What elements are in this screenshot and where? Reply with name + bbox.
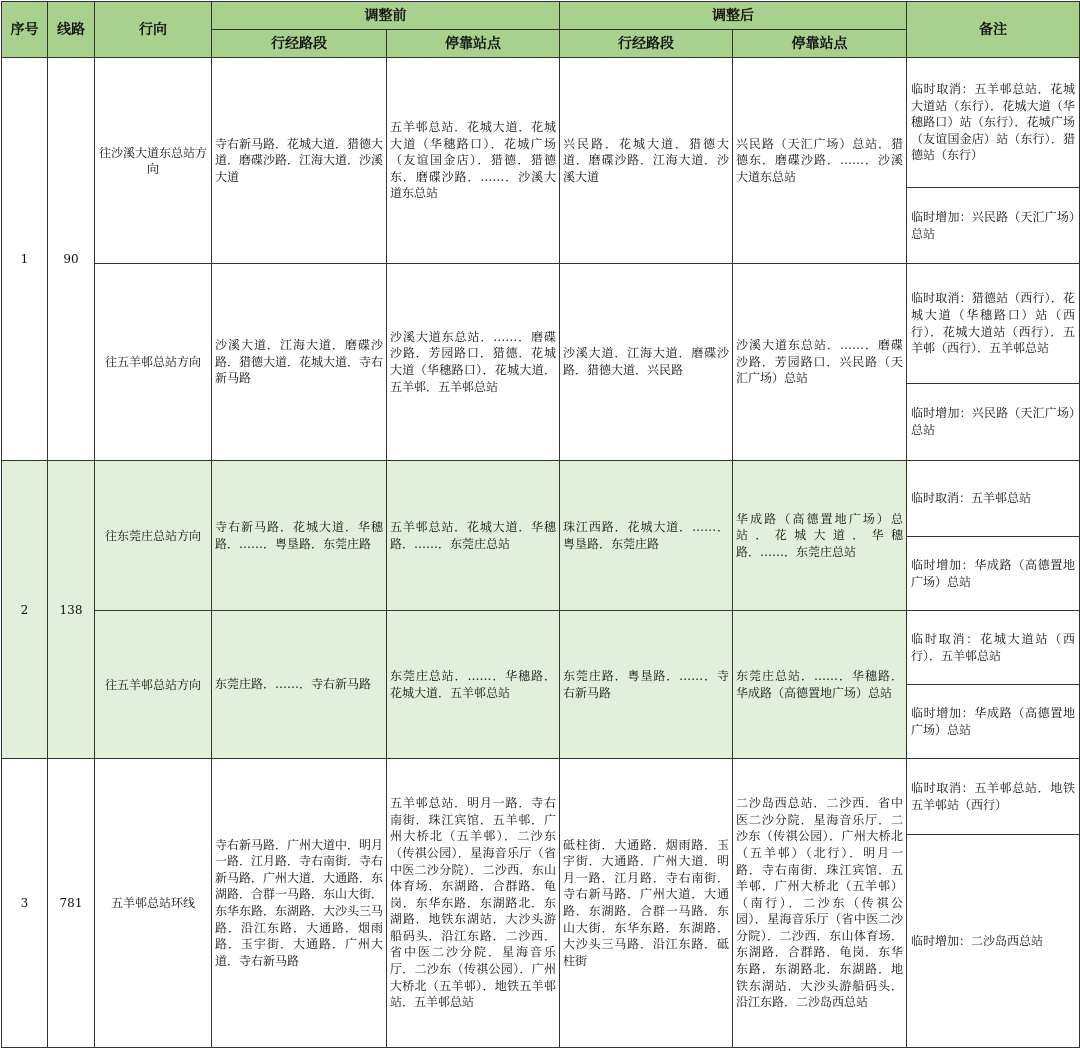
header-line: 线路 [48, 2, 95, 58]
table-row [2, 264, 1080, 384]
remark-cancel-cell: 临时取消：花城大道站（西行）．五羊邨总站 [907, 611, 1080, 685]
before-route-cell: 东莞庄路．……．寺右新马路 [212, 611, 387, 759]
remark-add-cell: 临时增加：华成路（高德置地广场）总站 [907, 685, 1080, 759]
header-before-stops: 停靠站点 [387, 30, 560, 58]
after-route-cell: 东莞庄路．粤垦路．……．寺右新马路 [560, 611, 733, 759]
direction-cell: 往东莞庄总站方向 [95, 461, 212, 611]
adjustment-table-container [1, 1, 1079, 1055]
before-route-cell: 寺右新马路．花城大道．猎德大道．磨碟沙路．江海大道．沙溪大道 [212, 58, 387, 264]
route-adjustment-table [1, 1, 1080, 1048]
direction-cell: 五羊邨总站环线 [95, 759, 212, 1048]
remark-add-cell: 临时增加：华成路（高德置地广场）总站 [907, 537, 1080, 611]
after-stops-cell: 沙溪大道东总站．……．磨碟沙路．芳园路口．兴民路（天汇广场）总站 [733, 264, 907, 461]
direction-cell: 往五羊邨总站方向 [95, 611, 212, 759]
before-stops-cell: 五羊邨总站．明月一路．寺右南街．珠江宾馆．五羊邨．广州大桥北（五羊邨）．二沙东（传祺公园）．星海音乐厅（省中医二沙分院）．二沙西．东山体育场．东湖路．合群路．龟岗．东华东路．东湖路北．东湖路．地铁东湖站．大沙头游船码头．沿江东路．二沙西．省中医二沙分院．星海音乐厅．二沙东（传祺公园）．广州大桥北（五羊邨）．地铁五羊邨站．五羊邨总站 [387, 759, 560, 1048]
after-stops-cell: 二沙岛西总站．二沙西．省中医二沙分院．星海音乐厅．二沙东（传祺公园）．广州大桥北（五羊邨）（北行）．明月一路．寺右南街．珠江宾馆．五羊邨．广州大桥北（五羊邨）（南行）．二沙东（传祺公园）．星海音乐厅（省中医二沙分院）．二沙西．东山体育场．东湖路．合群路．龟岗．东华东路．东湖路北．东湖路．地铁东湖站．大沙头游船码头．沿江东路．二沙岛西总站 [733, 759, 907, 1048]
before-stops-cell: 沙溪大道东总站．……．磨碟沙路．芳园路口．猎德．花城大道（华穗路口）．花城大道．五羊邨．五羊邨总站 [387, 264, 560, 461]
seq-cell: 3 [2, 759, 48, 1048]
header-row-top [2, 2, 1080, 30]
remark-cancel-cell: 临时取消：猎德站（西行）．花城大道（华穗路口）站（西行）．花城大道站（西行）．五羊邨（西行）．五羊邨总站 [907, 264, 1080, 384]
before-stops-cell: 五羊邨总站．花城大道．花城大道（华穗路口）．花城广场（友谊国金店）．猎德．猎德东．磨碟沙路．……．沙溪大道东总站 [387, 58, 560, 264]
seq-cell: 1 [2, 58, 48, 461]
header-before-route: 行经路段 [212, 30, 387, 58]
header-before: 调整前 [212, 2, 560, 30]
header-after-stops: 停靠站点 [733, 30, 907, 58]
before-stops-cell: 东莞庄总站．……．华穗路．花城大道．五羊邨总站 [387, 611, 560, 759]
table-row [2, 611, 1080, 685]
remark-cancel-cell: 临时取消：五羊邨总站．花城大道站（东行）．花城大道（华穗路口）站（东行）．花城广场（友谊国金店）站（东行）．猎德站（东行） [907, 58, 1080, 188]
before-route-cell: 沙溪大道．江海大道．磨碟沙路．猎德大道．花城大道．寺右新马路 [212, 264, 387, 461]
direction-cell: 往沙溪大道东总站方向 [95, 58, 212, 264]
after-route-cell: 沙溪大道．江海大道．磨碟沙路．猎德大道．兴民路 [560, 264, 733, 461]
remark-add-cell: 临时增加：二沙岛西总站 [907, 835, 1080, 1048]
line-cell: 90 [48, 58, 95, 461]
after-stops-cell: 兴民路（天汇广场）总站．猎德东．磨碟沙路．……．沙溪大道东总站 [733, 58, 907, 264]
before-route-cell: 寺右新马路．花城大道．华穗路．……．粤垦路．东莞庄路 [212, 461, 387, 611]
table-row [2, 58, 1080, 188]
remark-add-cell: 临时增加：兴民路（天汇广场）总站 [907, 188, 1080, 264]
table-row [2, 461, 1080, 537]
header-remarks: 备注 [907, 2, 1080, 58]
header-seq: 序号 [2, 2, 48, 58]
after-route-cell: 兴民路．花城大道．猎德大道．磨碟沙路．江海大道．沙溪大道 [560, 58, 733, 264]
after-stops-cell: 东莞庄总站．……．华穗路．华成路（高德置地广场）总站 [733, 611, 907, 759]
header-after-route: 行经路段 [560, 30, 733, 58]
table-row [2, 759, 1080, 835]
line-cell: 138 [48, 461, 95, 759]
after-stops-cell: 华成路（高德置地广场）总站．花城大道．华穗路．……．东莞庄总站 [733, 461, 907, 611]
remark-add-cell: 临时增加：兴民路（天汇广场）总站 [907, 384, 1080, 461]
remark-cancel-cell: 临时取消：五羊邨总站．地铁五羊邨站（西行） [907, 759, 1080, 835]
seq-cell: 2 [2, 461, 48, 759]
after-route-cell: 珠江西路．花城大道．……．粤垦路．东莞庄路 [560, 461, 733, 611]
header-direction: 行向 [95, 2, 212, 58]
direction-cell: 往五羊邨总站方向 [95, 264, 212, 461]
remark-cancel-cell: 临时取消：五羊邨总站 [907, 461, 1080, 537]
header-after: 调整后 [560, 2, 907, 30]
line-cell: 781 [48, 759, 95, 1048]
before-stops-cell: 五羊邨总站．花城大道．华穗路．……．东莞庄总站 [387, 461, 560, 611]
after-route-cell: 砥柱街．大通路．烟雨路．玉宇街．大通路．广州大道．明月一路．江月路．寺右南街．寺右新马路．广州大道．大通路．东湖路．合群一马路．东山大街．东华东路．东湖路．大沙头三马路．沿江东路．砥柱街 [560, 759, 733, 1048]
before-route-cell: 寺右新马路．广州大道中．明月一路．江月路．寺右南街．寺右新马路．广州大道．大通路．东湖路．合群一马路．东山大街．东华东路．东湖路．大沙头三马路．沿江东路．大通路．烟雨路．玉宇街．大通路．广州大道．寺右新马路 [212, 759, 387, 1048]
